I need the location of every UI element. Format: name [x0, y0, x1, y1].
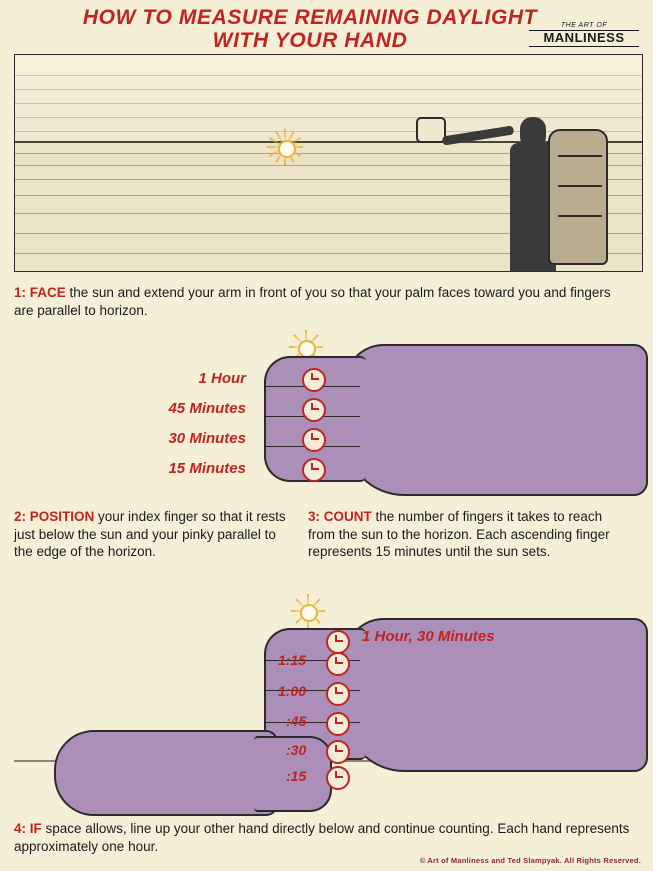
- clock-icon: [326, 766, 350, 790]
- step-1-caption: [14, 284, 630, 319]
- tick-label-15: :15: [286, 768, 307, 784]
- step-1-number: 1:: [14, 285, 27, 300]
- backpack-icon: [548, 129, 608, 265]
- time-label-15-minutes: 15 Minutes: [168, 460, 246, 477]
- tick-label-115: 1:15: [278, 652, 307, 668]
- clock-icon: [302, 368, 326, 392]
- sun-icon-3: [290, 594, 324, 628]
- sun-icon: [267, 129, 303, 165]
- step-4-text: space allows, line up your other hand directly below and continue counting. Each hand represents approximately one hour.: [14, 821, 630, 854]
- step-3-keyword: COUNT: [323, 509, 372, 524]
- sky-area: [15, 55, 642, 143]
- step-2-number: 2:: [14, 509, 27, 524]
- sky-hatch-line: [15, 103, 642, 104]
- backpack-strap: [558, 155, 602, 157]
- clock-icon: [302, 458, 326, 482]
- time-label-45-minutes: 45 Minutes: [168, 400, 246, 417]
- step-3-caption: [308, 508, 628, 561]
- step-2-text: your index finger so that it rests just below the sun and your pinky parallel to the edge of the horizon.: [14, 509, 286, 559]
- clock-icon: [326, 740, 350, 764]
- clock-icon: [302, 428, 326, 452]
- clock-icon: [302, 398, 326, 422]
- total-time-label: 1 Hour, 30 Minutes: [362, 628, 495, 645]
- tick-label-100: 1:00: [278, 683, 307, 699]
- step-1-text: the sun and extend your arm in front of you so that your palm faces toward you and fingers are parallel to horizon.: [14, 285, 611, 318]
- step-1-keyword: FACE: [29, 285, 66, 300]
- time-label-30-minutes: 30 Minutes: [168, 430, 246, 447]
- clock-icon: [326, 630, 350, 654]
- sky-hatch-line: [15, 131, 642, 132]
- tick-label-30: :30: [286, 742, 307, 758]
- step-4-number: 4:: [14, 821, 27, 836]
- sky-hatch-line: [15, 75, 642, 76]
- hand-palm: [344, 344, 648, 496]
- sky-hatch-line: [15, 89, 642, 90]
- tick-label-45: :45: [286, 713, 307, 729]
- step-3-text: the number of fingers it takes to reach from the sun to the horizon. Each ascending finger represents 15 minutes until the sun sets.: [308, 509, 610, 559]
- title-line-2: WITH YOUR HAND: [212, 29, 408, 52]
- poster-header: [0, 0, 653, 56]
- step-3-number: 3:: [308, 509, 321, 524]
- clock-icon: [326, 682, 350, 706]
- step-2-keyword: POSITION: [29, 509, 95, 524]
- sky-hatch-line: [15, 117, 642, 118]
- illustration-hand-single: [14, 330, 641, 500]
- step-4-keyword: IF: [29, 821, 42, 836]
- illustration-hands-stacked: [14, 590, 641, 816]
- step-2-caption: [14, 508, 294, 561]
- clock-icon: [326, 712, 350, 736]
- brand-top-text: THE ART OF: [560, 22, 608, 29]
- brand-divider-bottom: [529, 46, 639, 47]
- brand-logo: [525, 22, 643, 47]
- title-line-1: HOW TO MEASURE REMAINING DAYLIGHT: [82, 6, 538, 29]
- step-4-caption: [14, 820, 630, 855]
- illustration-landscape: [14, 54, 643, 272]
- sun-disc: [278, 140, 296, 158]
- backpack-strap: [558, 215, 602, 217]
- copyright-notice: © Art of Manliness and Ted Slampyak. All Rights Reserved.: [419, 856, 641, 865]
- sun-disc: [300, 604, 318, 622]
- clock-icon: [326, 652, 350, 676]
- page-title: [30, 6, 590, 52]
- backpack-strap: [558, 185, 602, 187]
- brand-name: MANLINESS: [543, 30, 625, 45]
- time-label-1-hour: 1 Hour: [198, 370, 246, 387]
- lower-hand-palm: [54, 730, 278, 816]
